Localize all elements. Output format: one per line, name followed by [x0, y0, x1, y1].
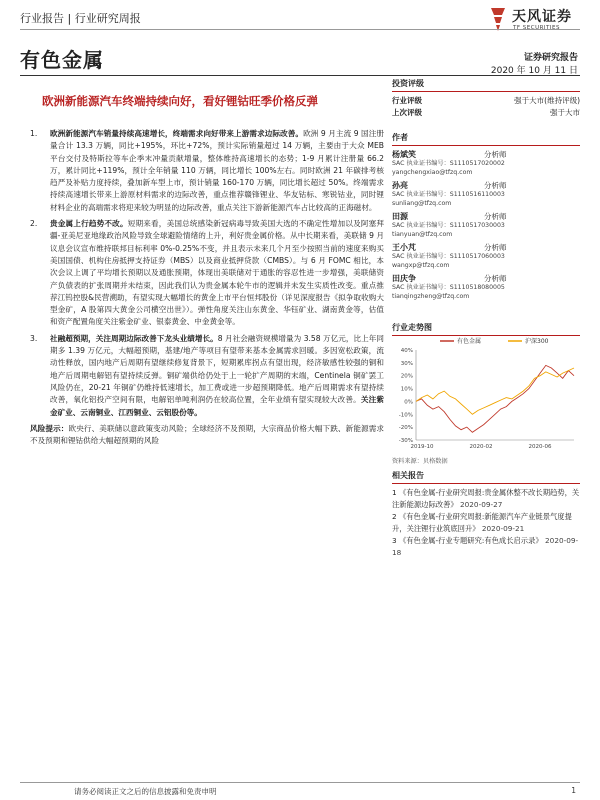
rating-section — [392, 78, 580, 119]
author-email[interactable]: tianqingzheng@tfzq.com — [392, 292, 470, 300]
related-report-item[interactable]: 2 《有色金属-行业研究周报:新能源汽车产业链景气度提升，关注锂行业筑底回升》 2020-09-21 — [392, 512, 572, 533]
industry-trend-chart — [392, 336, 580, 454]
y-tick-label: -20% — [398, 425, 413, 432]
risk-warning: 风险提示：欧央行、美联储以意政策变动风险；全球经济不及预期，大宗商品价格大幅下跌、新能源需求不及预期和锂钴供给大幅超预期的风险 — [30, 423, 385, 446]
author-entry: 王小芃 分析师 SAC 执业证书编号：S1110517060003 wangxp@tfzq.com — [392, 242, 580, 270]
rating-industry-row: 行业评级 强于大市(维持评级) — [392, 96, 580, 105]
y-tick-label: 10% — [400, 386, 413, 393]
related-report-item[interactable]: 1 《有色金属-行业研究周报:贵金属休整不改长期趋势，关注新能源边际改善》 2020-09-27 — [392, 488, 580, 509]
author-email[interactable]: sunliang@tfzq.com — [392, 199, 452, 207]
paragraph-ev-demand: 1. 欧洲新能源汽车销量持续高速增长，终端需求向好带来上游需求边际改善。欧洲 9 月主流 9 国注册量合计 13.3 万辆，同比+195%，环比+72%，预计实际销量超过 14 万辆，主要由于大众 MEB 平台交付及特斯拉等车企季末冲量贡献增量，整体维持高速增长的态势；1-9 月累计注册量 66.2 万，累计同比+119%，预计全年销量 110 万辆，同比增长 100%左右。同时欧洲 21 年碳排考核趋严及补贴力度持续，叠加新车型上市，预计销量 160-170 万辆，同比增长超过 50%。终端需求持续高速增长带来上游原材料需求的边际改善，重点推荐赣锋锂业、华友钴标、寒锐钴业，同时锂材料企业的高端需求将迎来较为明显的边际改善，重点关注下游新能源汽车占比较高的正海磁材。 — [30, 129, 385, 212]
company-logo — [488, 6, 580, 36]
paragraph-precious-metals: 2. 贵金属上行趋势不改。短期来看，美国总统感染新冠病毒导致美国大选的不确定性增加以及阿塞拜疆-亚美尼亚地缘政治风险导致全球避险情绪的上升，利好贵金属价格。从中长期来看，美联储 9 月议息会议宣布维持联邦目标利率 0%-0.25%不变，并且表示未来几个月至少按照当前的速度来购买美国国债、机构住房抵押支持证券（MBS）以及商业抵押贷款（CMBS）。与 6 月 FOMC 相比，本次会议上调了平均增长预期以及通胀预期，体现出美联储对于通胀的容忍性进一步增强，美联储资产负债表的扩张周期并未结束，因此我们认为贵金属本轮牛市的逻辑并未发生实质性改变。重点推荐江钨控股&民营溯助，有望实现大幅增长的黄金上市平台恒邦股份（详见深度报告《拟争取收购大型金矿，A 股第四大黄金公司横空出世》）。弹性角度关注山东黄金、华钰矿业、湖南黄金等，估值和资产配置角度关注紫金矿业、银泰黄金、中金黄金等。 — [30, 219, 384, 327]
legend-label: 沪深300 — [525, 338, 549, 345]
page-number: 1 — [571, 786, 576, 795]
logo-en-text: TF SECURITIES — [513, 25, 560, 31]
y-tick-label: -10% — [398, 412, 413, 419]
author-email[interactable]: yangchengxiao@tfzq.com — [392, 168, 473, 176]
trend-chart-svg — [392, 336, 580, 454]
y-tick-label: 30% — [400, 360, 413, 367]
report-category: 行业报告 | 行业研究周报 — [20, 12, 141, 25]
legend-label: 有色金属 — [457, 338, 482, 345]
rating-title: 投资评级 — [392, 78, 580, 92]
y-tick-label: -30% — [398, 438, 413, 444]
chart-title: 行业走势图 — [392, 322, 580, 336]
main-body — [30, 128, 384, 451]
y-tick-label: 40% — [400, 348, 413, 354]
x-tick-label: 2019-10 — [410, 444, 434, 450]
author-entry: 田源 分析师 SAC 执业证书编号：S1110517030003 tianyuan@tfzq.com — [392, 211, 580, 239]
author-entry: 孙亮 分析师 SAC 执业证书编号：S1110516110003 sunliang@tfzq.com — [392, 180, 580, 208]
chart-section — [392, 322, 580, 336]
report-date: 2020 年 10 月 11 日 — [490, 66, 578, 76]
y-tick-label: 0% — [404, 399, 413, 406]
authors-section — [392, 132, 580, 301]
footer-disclaimer: 请务必阅读正文之后的信息披露和免责申明 — [74, 787, 217, 796]
author-entry: 田庆争 分析师 SAC 执业证书编号：S1110518080005 tianqingzheng@tfzq.com — [392, 273, 580, 301]
author-email[interactable]: wangxp@tfzq.com — [392, 261, 450, 269]
paragraph-social-financing: 3. 社融超预期，关注周期边际改善下龙头业绩增长。8 月社会融资规模增量为 3.58 万亿元，比上年同期多 1.39 万亿元，大幅超预期，基建/地产等项目有望带来基本金属需求回暖。多因宽松政策，流动性释放，国内地产后周期有望继续修复背景下，短期累库拐点有望出现，经济敏感性较强的铜和地产后周期电解铝有望持续反弹。铜矿端供给仍处于上一轮扩产周期的末端，Centinela 铜矿罢工风险仍在，20-21 年铜矿仍维持低速增长，加工费或进一步超预期降低。地产后周期需求有望持续改善，氧化铝投产空间有限，电解铝单吨利润仍在较高位置，全年业绩有望实现较大改善。关注紫金矿业、云南铜业、江西铜业、云铝股份等。 — [30, 333, 385, 417]
logo-cn-text: 天风证券 — [512, 9, 572, 25]
footer-divider — [20, 782, 580, 783]
series-line-0 — [416, 365, 574, 432]
report-type: 证券研究报告 — [523, 53, 578, 63]
related-section — [392, 470, 580, 559]
x-tick-label: 2020-02 — [469, 444, 493, 450]
authors-title: 作者 — [392, 132, 580, 146]
author-email[interactable]: tianyuan@tfzq.com — [392, 230, 453, 238]
chart-source: 资料来源：贝格数据 — [392, 458, 448, 465]
report-subtitle: 欧洲新能源汽车终端持续向好，看好锂钴旺季价格反弹 — [42, 94, 318, 108]
header-divider — [20, 29, 580, 30]
related-report-item[interactable]: 3 《有色金属-行业专题研究:有色成长启示录》 2020-09-18 — [392, 536, 579, 557]
title-divider — [20, 75, 580, 76]
author-entry: 杨斌笑 分析师 SAC 执业证书编号：S1110517020002 yangchengxiao@tfzq.com — [392, 149, 580, 177]
page-title: 有色金属 — [20, 48, 104, 72]
rating-prev-row: 上次评级 强于大市 — [392, 108, 580, 117]
x-tick-label: 2020-06 — [528, 444, 552, 450]
y-tick-label: 20% — [400, 373, 413, 380]
related-title: 相关报告 — [392, 470, 580, 484]
